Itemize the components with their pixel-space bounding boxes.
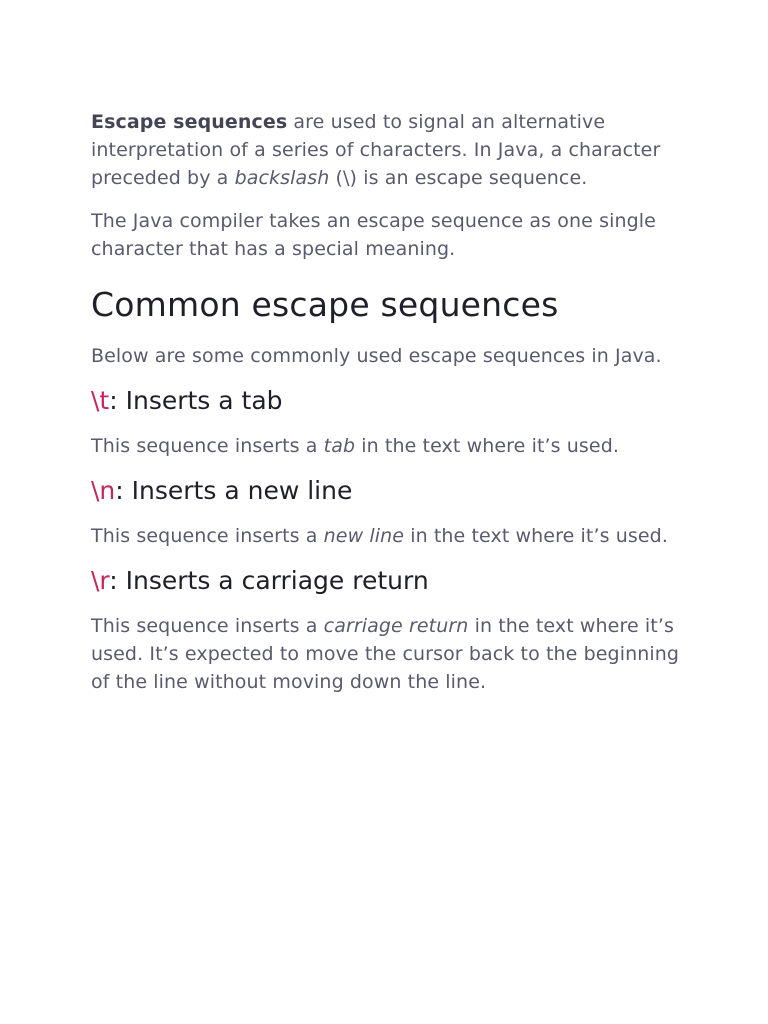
newline-desc-after: in the text where it’s used. bbox=[404, 525, 668, 547]
carriage-return-sequence-heading bbox=[91, 564, 688, 598]
newline-sequence-title: : Inserts a new line bbox=[115, 476, 353, 505]
section-intro: Below are some commonly used escape sequences in Java. bbox=[91, 345, 662, 367]
newline-desc-before: This sequence inserts a bbox=[91, 525, 324, 547]
newline-sequence-description bbox=[91, 522, 688, 550]
tab-sequence-description bbox=[91, 432, 688, 460]
tab-sequence-heading bbox=[91, 384, 688, 418]
intro-text-part-1: are used to signal an alternative interpretation of a series of characters. In Java, a character preceded by a bbox=[91, 111, 661, 189]
intro-paragraph-1 bbox=[91, 108, 688, 192]
intro-text-part-2: (\) is an escape sequence. bbox=[329, 167, 588, 189]
backslash-emphasis: backslash bbox=[234, 167, 330, 189]
tab-desc-before: This sequence inserts a bbox=[91, 435, 324, 457]
newline-sequence-code: \n bbox=[91, 476, 116, 505]
tab-sequence-title: : Inserts a tab bbox=[109, 386, 283, 415]
carriage-return-desc-before: This sequence inserts a bbox=[91, 615, 324, 637]
tab-desc-after: in the text where it’s used. bbox=[355, 435, 620, 457]
carriage-return-sequence-title: : Inserts a carriage return bbox=[109, 566, 429, 595]
section-title: Common escape sequences bbox=[91, 285, 559, 324]
carriage-return-sequence-code: \r bbox=[91, 566, 110, 595]
carriage-return-sequence-description bbox=[91, 612, 688, 696]
carriage-return-desc-after: in the text where it’s used. It’s expected to move the cursor back to the beginning of the line without moving down the line. bbox=[91, 615, 680, 693]
escape-sequences-term: Escape sequences bbox=[91, 111, 288, 133]
tab-sequence-code: \t bbox=[91, 386, 110, 415]
tab-desc-emphasis: tab bbox=[323, 435, 356, 457]
newline-sequence-heading bbox=[91, 474, 688, 508]
newline-desc-emphasis: new line bbox=[323, 525, 405, 547]
carriage-return-desc-emphasis: carriage return bbox=[323, 615, 469, 637]
intro-paragraph-2: The Java compiler takes an escape sequence as one single character that has a special meaning. bbox=[91, 210, 656, 260]
